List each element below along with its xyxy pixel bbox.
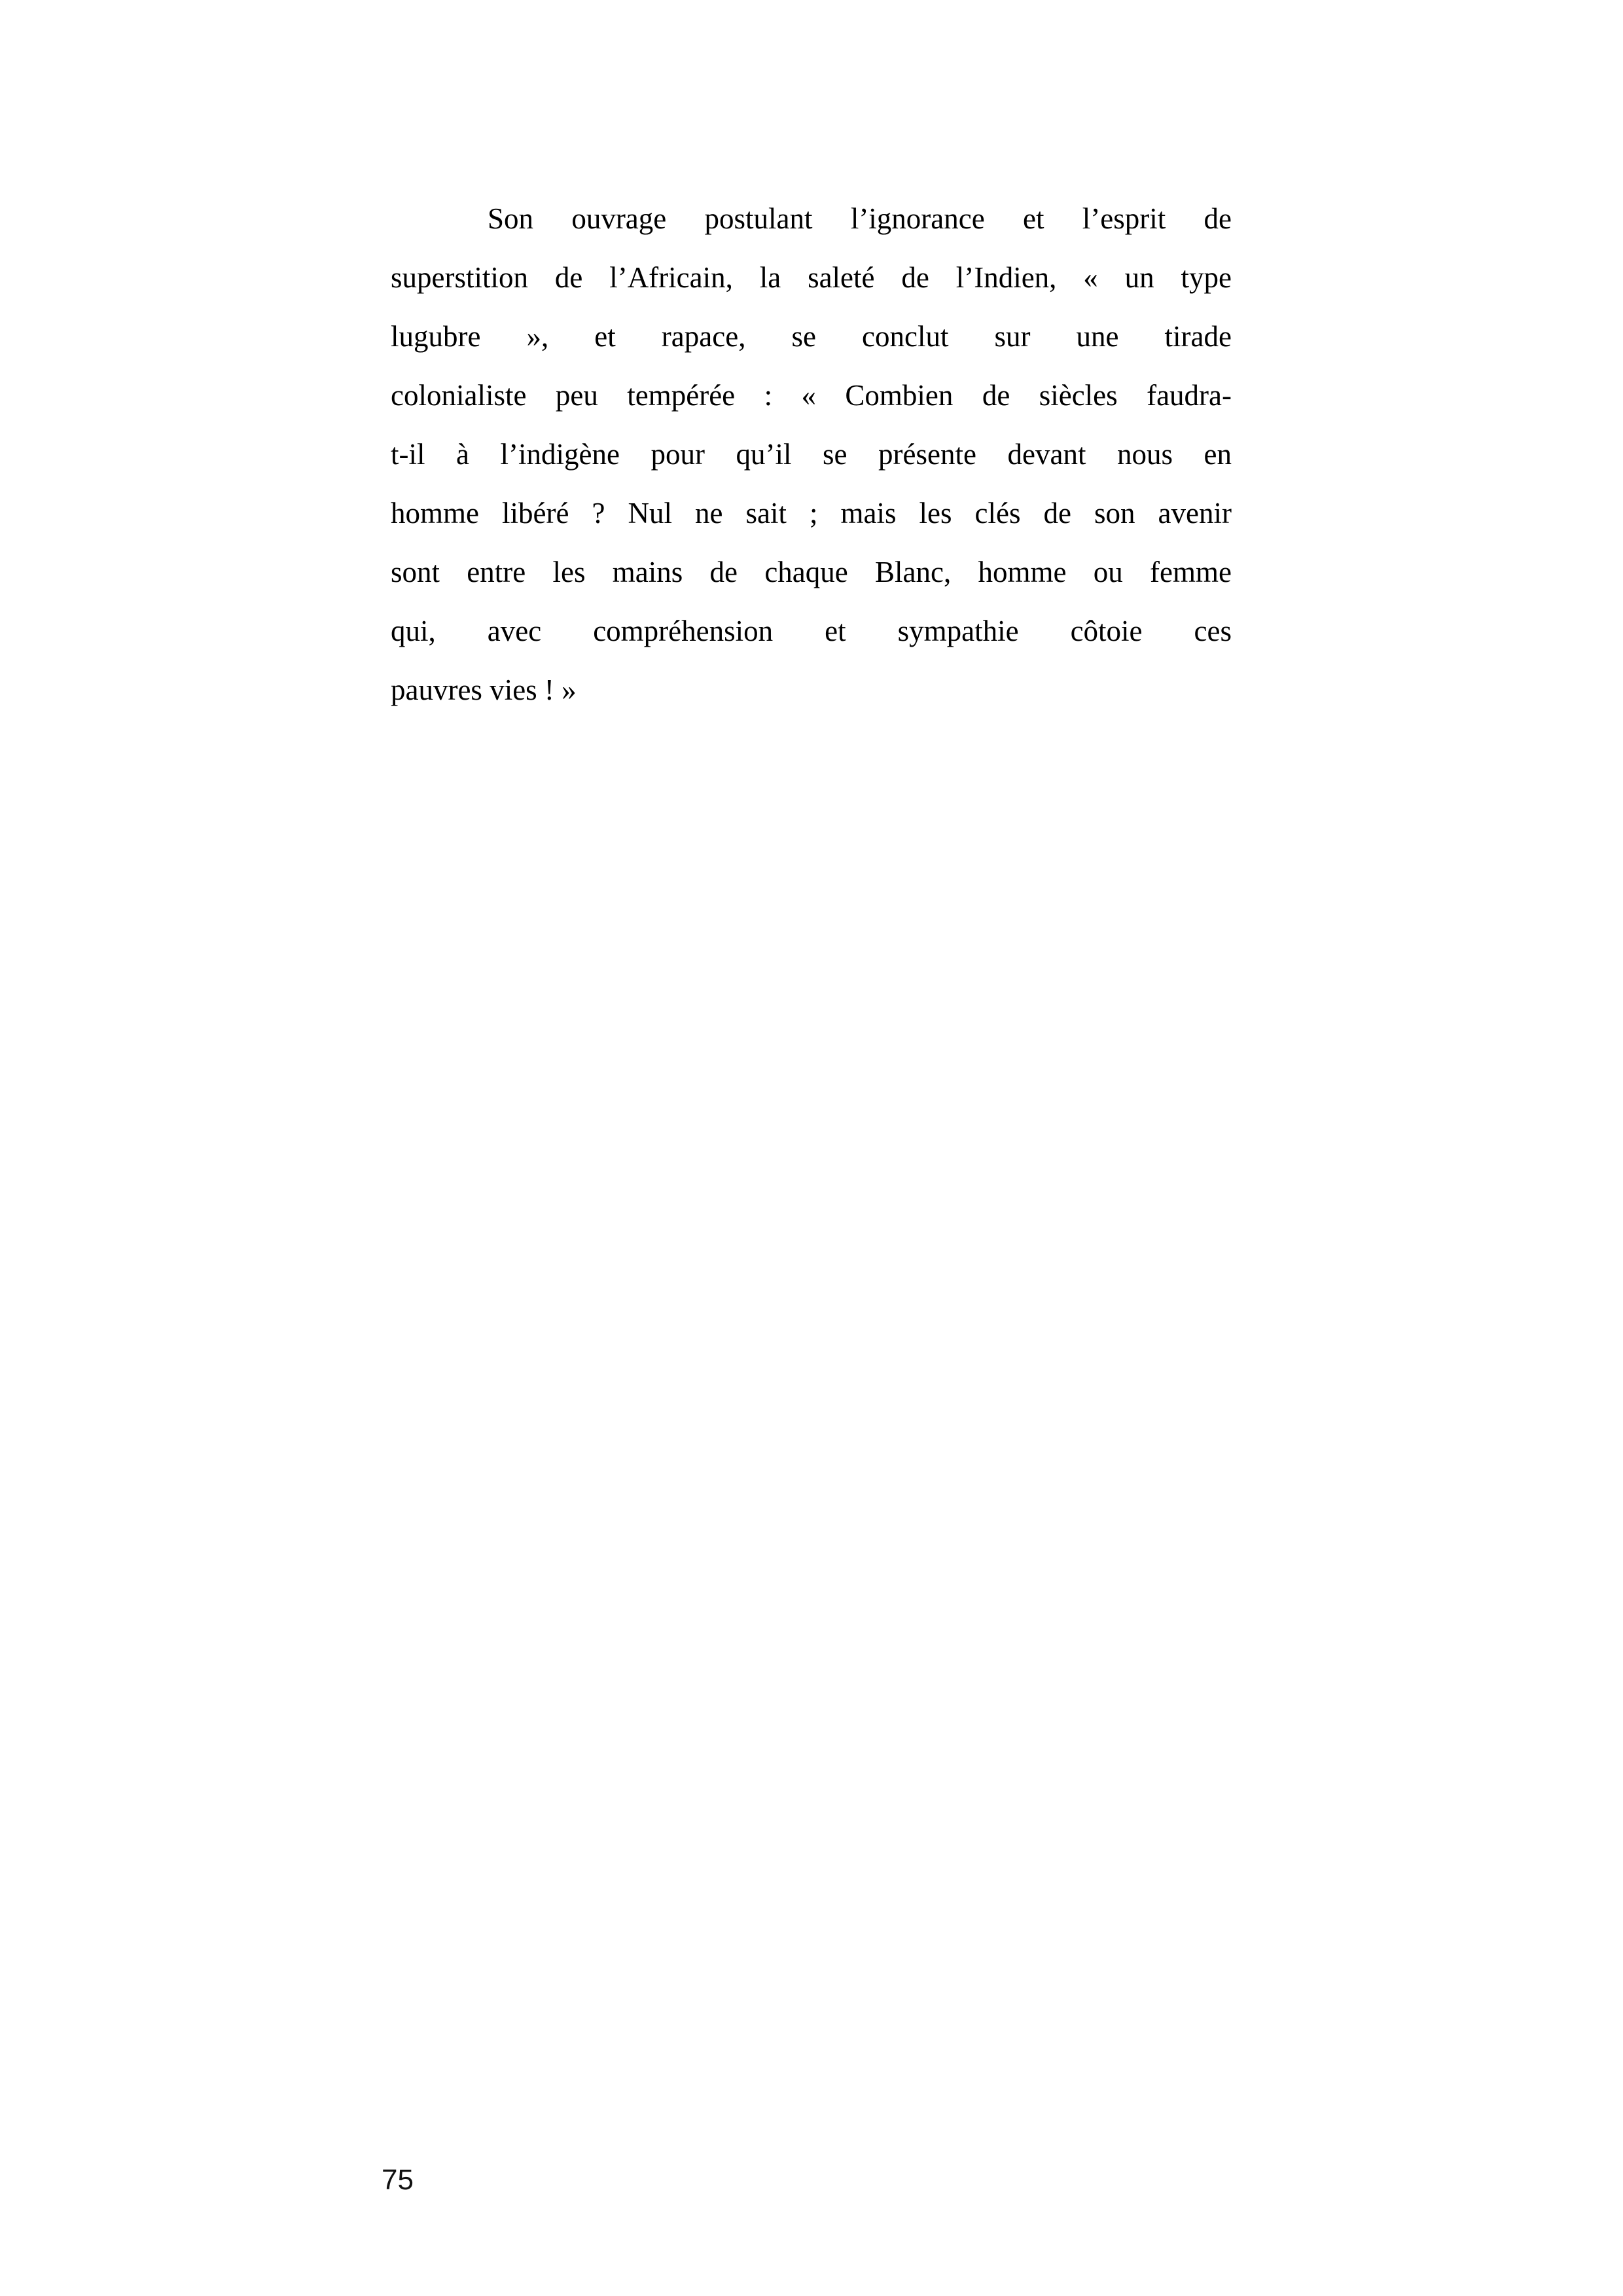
body-paragraph bbox=[391, 189, 1232, 719]
paragraph-line: lugubre », et rapace, se conclut sur une tirade bbox=[391, 320, 1232, 353]
paragraph-line: pauvres vies ! » bbox=[391, 673, 577, 706]
paragraph-line: Son ouvrage postulant l’ignorance et l’esprit de bbox=[488, 202, 1232, 235]
page-number: 75 bbox=[382, 2164, 414, 2196]
paragraph-line: sont entre les mains de chaque Blanc, homme ou femme bbox=[391, 556, 1232, 588]
paragraph-line: qui, avec compréhension et sympathie côtoie ces bbox=[391, 615, 1232, 647]
paragraph-line: homme libéré ? Nul ne sait ; mais les clés de son avenir bbox=[391, 497, 1232, 529]
paragraph-line: t-il à l’indigène pour qu’il se présente devant nous en bbox=[391, 438, 1232, 471]
paragraph-line: superstition de l’Africain, la saleté de l’Indien, « un type bbox=[391, 261, 1232, 294]
paragraph-line: colonialiste peu tempérée : « Combien de siècles faudra- bbox=[391, 379, 1232, 412]
